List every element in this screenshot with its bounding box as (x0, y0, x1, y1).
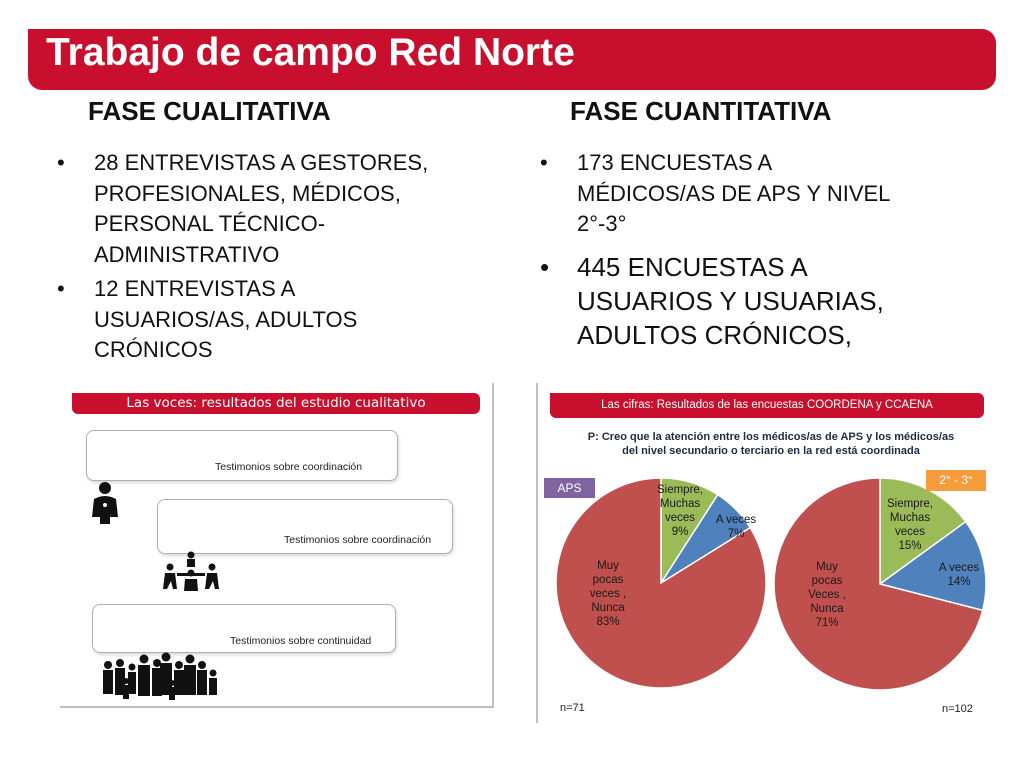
quantitative-panel-header: Las cifras: Resultados de las encuestas COORDENA y CCAENA (550, 393, 984, 418)
pie-charts (536, 383, 1002, 723)
bullet-line: 173 ENCUESTAS A (577, 150, 773, 175)
pie-slice-label: Siempre, Muchas veces 15% (886, 498, 934, 552)
pie-slice-label: Muy pocas Veces , Nunca 71% (808, 561, 846, 629)
panel-frame (492, 383, 494, 708)
aps-tag: APS (544, 478, 595, 498)
bullet-line: USUARIOS Y USUARIAS, (577, 285, 884, 316)
bullet-line: 2°-3° (577, 211, 627, 236)
bullet-item (540, 148, 980, 240)
bullet-item (540, 250, 980, 352)
bullet-line: 12 ENTREVISTAS A (94, 276, 296, 301)
bullet-line: USUARIOS/AS, ADULTOS (94, 306, 358, 332)
bullet-dot: • (57, 276, 65, 301)
level-tag: 2° - 3° (926, 470, 986, 491)
sample-size-label: n=102 (942, 703, 973, 715)
panel-frame (60, 706, 494, 708)
bullet-dot: • (540, 150, 548, 175)
bullet-line: PERSONAL TÉCNICO- (94, 211, 326, 236)
quantitative-heading: FASE CUANTITATIVA (570, 96, 832, 126)
bullet-line: MÉDICOS/AS DE APS Y NIVEL (577, 180, 891, 206)
title-bar (28, 29, 996, 90)
crowd-icon (100, 651, 218, 701)
qualitative-panel (60, 383, 494, 708)
testimony-bubble (86, 430, 398, 481)
testimony-bubble (157, 499, 453, 554)
bullet-line: 28 ENTREVISTAS A GESTORES, (94, 150, 429, 175)
meeting-icon (163, 551, 219, 591)
doctor-icon (88, 481, 122, 525)
survey-question-line: P: Creo que la atención entre los médicos/as de APS y los médicos/as (587, 431, 955, 443)
bullet-line: ADMINISTRATIVO (94, 241, 280, 267)
qualitative-bullet-list (57, 148, 497, 370)
bullet-line: 445 ENCUESTAS A (577, 251, 808, 282)
bullet-dot: • (57, 150, 65, 175)
qualitative-panel-header: Las voces: resultados del estudio cualitativo (72, 393, 480, 414)
quantitative-panel (536, 383, 1002, 723)
bullet-line: CRÓNICOS (94, 337, 213, 362)
survey-question-line: del nivel secundario o terciario en la red está coordinada (622, 445, 920, 457)
qualitative-heading: FASE CUALITATIVA (88, 96, 331, 126)
testimony-label: Testimonios sobre coordinación (215, 461, 363, 473)
testimony-bubble (92, 604, 396, 653)
quantitative-bullet-list (540, 148, 980, 352)
bullet-line: ADULTOS CRÓNICOS, (577, 319, 852, 350)
bullet-item (57, 274, 497, 366)
bullet-dot: • (540, 251, 550, 282)
pie-slice-label: Muy pocas veces , Nunca 83% (589, 560, 627, 628)
bullet-line: PROFESIONALES, MÉDICOS, (94, 180, 401, 206)
pie-slice-label: A veces 7% (715, 514, 757, 540)
slide-title: Trabajo de campo Red Norte (46, 31, 575, 74)
pie-slice-label: Siempre, Muchas veces 9% (656, 484, 704, 538)
bullet-item (57, 148, 497, 270)
testimony-label: Testimonios sobre continuidad (230, 635, 372, 647)
sample-size-label: n=71 (560, 702, 585, 714)
testimony-label: Testimonios sobre coordinación (284, 534, 432, 546)
pie-slice-label: A veces 14% (938, 562, 980, 588)
